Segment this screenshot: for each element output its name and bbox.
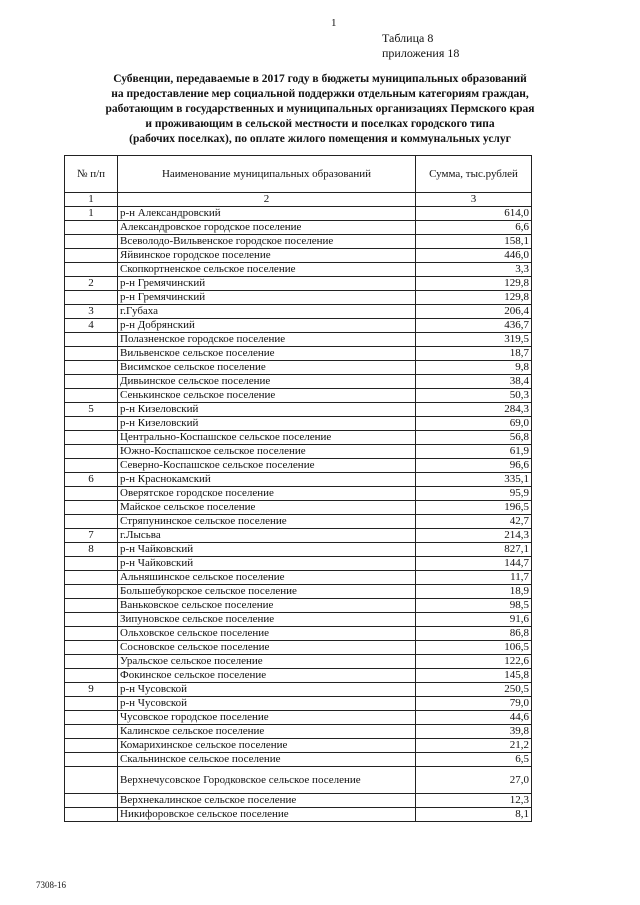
subsidies-table	[64, 155, 532, 822]
row-name-cell: р-н Краснокамский	[118, 473, 416, 487]
row-name-cell: Дивьинское сельское поселение	[118, 375, 416, 389]
row-number-cell	[65, 753, 118, 767]
row-sum-cell: 129,8	[416, 277, 532, 291]
row-number-cell	[65, 431, 118, 445]
row-sum-cell: 91,6	[416, 613, 532, 627]
row-name-cell: Яйвинское городское поселение	[118, 249, 416, 263]
row-name-cell: Альняшинское сельское поселение	[118, 571, 416, 585]
table-row	[65, 361, 532, 375]
row-number-cell: 1	[65, 207, 118, 221]
row-number-cell	[65, 627, 118, 641]
row-sum-cell: 827,1	[416, 543, 532, 557]
row-sum-cell: 250,5	[416, 683, 532, 697]
row-sum-cell: 18,9	[416, 585, 532, 599]
row-number-cell	[65, 767, 118, 794]
row-number-cell	[65, 585, 118, 599]
row-name-cell: Никифоровское сельское поселение	[118, 808, 416, 822]
row-sum-cell: 3,3	[416, 263, 532, 277]
row-name-cell: Стряпунинское сельское поселение	[118, 515, 416, 529]
row-name-cell: р-н Чусовской	[118, 697, 416, 711]
row-number-cell: 2	[65, 277, 118, 291]
title-line: (рабочих поселках), по оплате жилого помещения и коммунальных услуг	[129, 133, 511, 145]
row-number-cell	[65, 669, 118, 683]
page-number: 1	[331, 17, 337, 29]
table-row	[65, 417, 532, 431]
table-row	[65, 725, 532, 739]
row-name-cell: Полазненское городское поселение	[118, 333, 416, 347]
table-row	[65, 697, 532, 711]
header-sum: Сумма, тыс.рублей	[416, 156, 532, 193]
table-row	[65, 263, 532, 277]
row-sum-cell: 319,5	[416, 333, 532, 347]
row-number-cell: 9	[65, 683, 118, 697]
row-sum-cell: 38,4	[416, 375, 532, 389]
row-name-cell: Оверятское городское поселение	[118, 487, 416, 501]
row-name-cell: р-н Кизеловский	[118, 403, 416, 417]
row-number-cell	[65, 571, 118, 585]
row-sum-cell: 50,3	[416, 389, 532, 403]
row-name-cell: Вильвенское сельское поселение	[118, 347, 416, 361]
table-ref-line: Таблица 8	[382, 31, 434, 45]
row-name-cell: Сенькинское сельское поселение	[118, 389, 416, 403]
row-number-cell	[65, 501, 118, 515]
row-sum-cell: 79,0	[416, 697, 532, 711]
row-number-cell	[65, 417, 118, 431]
row-sum-cell: 27,0	[416, 767, 532, 794]
row-name-cell: Верхнечусовское Городковское сельское поселение	[118, 767, 416, 794]
row-name-cell: г.Губаха	[118, 305, 416, 319]
row-name-cell: р-н Добрянский	[118, 319, 416, 333]
row-sum-cell: 11,7	[416, 571, 532, 585]
row-name-cell: Всеволодо-Вильвенское городское поселение	[118, 235, 416, 249]
table-row	[65, 501, 532, 515]
row-name-cell: р-н Чайковский	[118, 557, 416, 571]
row-sum-cell: 6,5	[416, 753, 532, 767]
header-name: Наименование муниципальных образований	[118, 156, 416, 193]
title-line: на предоставление мер социальной поддержки отдельным категориям граждан,	[111, 88, 529, 100]
row-sum-cell: 95,9	[416, 487, 532, 501]
row-number-cell	[65, 249, 118, 263]
row-number-cell	[65, 375, 118, 389]
row-sum-cell: 9,8	[416, 361, 532, 375]
row-sum-cell: 42,7	[416, 515, 532, 529]
title-line: работающим в государственных и муниципальных организациях Пермского края	[105, 103, 535, 115]
table-row	[65, 375, 532, 389]
row-sum-cell: 106,5	[416, 641, 532, 655]
table-row	[65, 543, 532, 557]
table-row	[65, 473, 532, 487]
row-sum-cell: 8,1	[416, 808, 532, 822]
row-number-cell	[65, 263, 118, 277]
row-sum-cell: 446,0	[416, 249, 532, 263]
table-reference	[382, 31, 459, 61]
row-name-cell: р-н Чусовской	[118, 683, 416, 697]
table-row	[65, 207, 532, 221]
row-sum-cell: 39,8	[416, 725, 532, 739]
row-number-cell	[65, 697, 118, 711]
row-number-cell	[65, 557, 118, 571]
title-line: и проживающим в сельской местности и поселках городского типа	[145, 118, 495, 130]
row-number-cell	[65, 221, 118, 235]
row-name-cell: Зипуновское сельское поселение	[118, 613, 416, 627]
table-row	[65, 515, 532, 529]
row-name-cell: Южно-Коспашское сельское поселение	[118, 445, 416, 459]
table-row	[65, 627, 532, 641]
row-number-cell	[65, 515, 118, 529]
table-row	[65, 739, 532, 753]
row-name-cell: Центрально-Коспашское сельское поселение	[118, 431, 416, 445]
table-row	[65, 571, 532, 585]
row-name-cell: р-н Чайковский	[118, 543, 416, 557]
row-number-cell: 8	[65, 543, 118, 557]
table-row	[65, 319, 532, 333]
table-row	[65, 599, 532, 613]
row-sum-cell: 18,7	[416, 347, 532, 361]
row-number-cell	[65, 389, 118, 403]
row-name-cell: г.Лысьва	[118, 529, 416, 543]
table-row	[65, 221, 532, 235]
table-row	[65, 613, 532, 627]
row-number-cell	[65, 445, 118, 459]
row-name-cell: Майское сельское поселение	[118, 501, 416, 515]
row-number-cell	[65, 333, 118, 347]
row-sum-cell: 614,0	[416, 207, 532, 221]
row-number-cell	[65, 459, 118, 473]
table-row	[65, 235, 532, 249]
table-row	[65, 808, 532, 822]
table-row	[65, 277, 532, 291]
row-number-cell	[65, 641, 118, 655]
table-row	[65, 585, 532, 599]
row-sum-cell: 206,4	[416, 305, 532, 319]
row-number-cell	[65, 655, 118, 669]
table-row	[65, 347, 532, 361]
row-number-cell	[65, 794, 118, 808]
row-number-cell	[65, 291, 118, 305]
row-number-cell	[65, 711, 118, 725]
row-number-cell	[65, 725, 118, 739]
row-sum-cell: 158,1	[416, 235, 532, 249]
index-cell-1: 1	[65, 193, 118, 207]
table-row	[65, 794, 532, 808]
table-row	[65, 711, 532, 725]
table-row	[65, 655, 532, 669]
row-sum-cell: 98,5	[416, 599, 532, 613]
row-name-cell: Ольховское сельское поселение	[118, 627, 416, 641]
row-sum-cell: 122,6	[416, 655, 532, 669]
row-number-cell	[65, 347, 118, 361]
row-sum-cell: 129,8	[416, 291, 532, 305]
row-number-cell: 4	[65, 319, 118, 333]
table-row	[65, 641, 532, 655]
table-row	[65, 305, 532, 319]
row-name-cell: Чусовское городское поселение	[118, 711, 416, 725]
row-name-cell: Северно-Коспашское сельское поселение	[118, 459, 416, 473]
row-name-cell: Калинское сельское поселение	[118, 725, 416, 739]
table-row	[65, 445, 532, 459]
row-sum-cell: 335,1	[416, 473, 532, 487]
title-line: Субвенции, передаваемые в 2017 году в бюджеты муниципальных образований	[113, 73, 527, 85]
table-row	[65, 753, 532, 767]
footer-code: 7308-16	[36, 880, 66, 890]
row-name-cell: Скальнинское сельское поселение	[118, 753, 416, 767]
row-sum-cell: 214,3	[416, 529, 532, 543]
row-sum-cell: 61,9	[416, 445, 532, 459]
row-sum-cell: 145,8	[416, 669, 532, 683]
row-name-cell: р-н Гремячинский	[118, 291, 416, 305]
row-name-cell: Большебукорское сельское поселение	[118, 585, 416, 599]
table-row	[65, 403, 532, 417]
index-cell-3: 3	[416, 193, 532, 207]
row-number-cell	[65, 235, 118, 249]
row-number-cell	[65, 739, 118, 753]
row-name-cell: Сосновское сельское поселение	[118, 641, 416, 655]
row-number-cell: 3	[65, 305, 118, 319]
table-row	[65, 683, 532, 697]
row-sum-cell: 284,3	[416, 403, 532, 417]
row-name-cell: Фокинское сельское поселение	[118, 669, 416, 683]
row-number-cell	[65, 613, 118, 627]
table-row	[65, 249, 532, 263]
row-number-cell	[65, 487, 118, 501]
row-sum-cell: 21,2	[416, 739, 532, 753]
row-sum-cell: 12,3	[416, 794, 532, 808]
row-sum-cell: 436,7	[416, 319, 532, 333]
table-row	[65, 389, 532, 403]
table-row	[65, 333, 532, 347]
index-cell-2: 2	[118, 193, 416, 207]
header-number: № п/п	[65, 156, 118, 193]
table-row	[65, 669, 532, 683]
row-sum-cell: 86,8	[416, 627, 532, 641]
row-name-cell: р-н Александровский	[118, 207, 416, 221]
row-name-cell: р-н Кизеловский	[118, 417, 416, 431]
row-sum-cell: 144,7	[416, 557, 532, 571]
row-sum-cell: 69,0	[416, 417, 532, 431]
row-name-cell: Верхнекалинское сельское поселение	[118, 794, 416, 808]
row-sum-cell: 196,5	[416, 501, 532, 515]
row-number-cell	[65, 361, 118, 375]
row-name-cell: Комарихинское сельское поселение	[118, 739, 416, 753]
row-sum-cell: 56,8	[416, 431, 532, 445]
document-title	[60, 72, 580, 147]
table-row	[65, 431, 532, 445]
row-number-cell	[65, 599, 118, 613]
appendix-ref-line: приложения 18	[382, 46, 460, 60]
row-name-cell: Уральское сельское поселение	[118, 655, 416, 669]
row-name-cell: Александровское городское поселение	[118, 221, 416, 235]
table-row	[65, 767, 532, 794]
table-row	[65, 487, 532, 501]
row-name-cell: р-н Гремячинский	[118, 277, 416, 291]
row-name-cell: Висимское сельское поселение	[118, 361, 416, 375]
table-row	[65, 291, 532, 305]
table-row	[65, 557, 532, 571]
row-sum-cell: 44,6	[416, 711, 532, 725]
row-number-cell: 6	[65, 473, 118, 487]
row-number-cell	[65, 808, 118, 822]
table-row	[65, 529, 532, 543]
row-sum-cell: 6,6	[416, 221, 532, 235]
row-sum-cell: 96,6	[416, 459, 532, 473]
table-row	[65, 459, 532, 473]
row-name-cell: Ваньковское сельское поселение	[118, 599, 416, 613]
row-number-cell: 5	[65, 403, 118, 417]
row-name-cell: Скопкортненское сельское поселение	[118, 263, 416, 277]
row-number-cell: 7	[65, 529, 118, 543]
